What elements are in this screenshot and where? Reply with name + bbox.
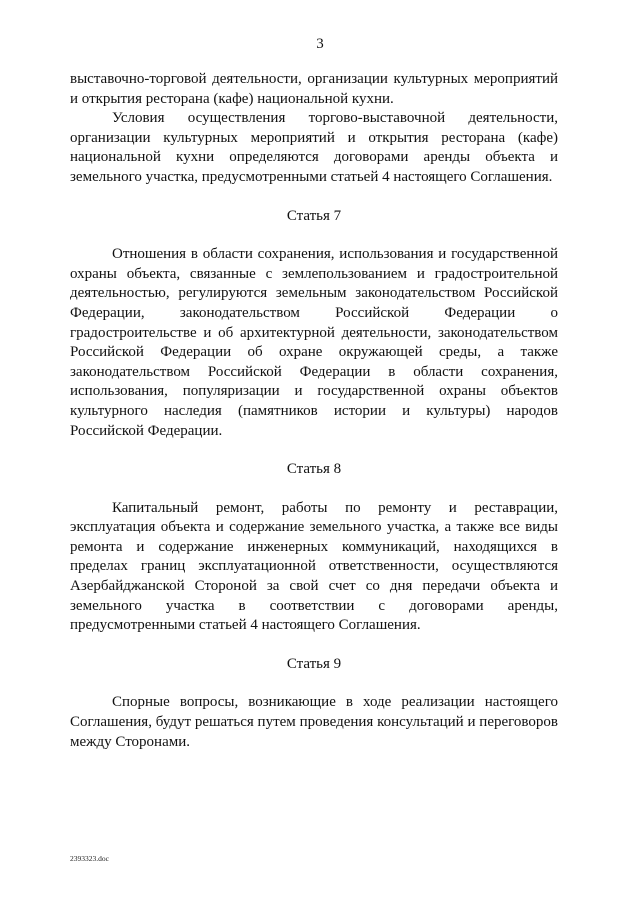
article-9-heading: Статья 9	[286, 655, 342, 672]
article-8-heading: Статья 8	[286, 461, 342, 478]
page-number: 3	[316, 36, 324, 52]
intro-paragraph-continuation: выставочно-торговой деятельности, организации культурных мероприятий и открытия ресторана (кафе) национальной кухни.	[70, 71, 558, 107]
article-9-text: Спорные вопросы, возникающие в ходе реализации настоящего Соглашения, будут решаться путем проведения консультаций и переговоров между Сторонами.	[70, 694, 558, 750]
article-8-text: Капитальный ремонт, работы по ремонту и реставрации, эксплуатация объекта и содержание земельного участка, а также все виды ремонта и содержание инженерных коммуникаций, находящихся в пределах границ эксплуатационной ответственности, осуществляются Азербайджанской Стороной за свой счет со дня передачи объекта и земельного участка в соответствии с договорами аренды, предусмотренными статьей 4 настоящего Соглашения.	[70, 499, 558, 634]
article-7-text: Отношения в области сохранения, использования и государственной охраны объекта, связанные с землепользованием и градостроительной деятельностью, регулируются земельным законодательством Российской Федерации, законодательством Российской Федерации о градостроительстве и об архитектурной деятельности, законодательством Российской Федерации об охране окружающей среды, а также законодательством Российской Федерации в области сохранения, использования, популяризации и государственной охраны объектов культурного наследия (памятников истории и культуры) народов Российской Федерации.	[70, 246, 558, 439]
article-7-heading: Статья 7	[286, 207, 342, 224]
document-body	[70, 70, 558, 752]
intro-paragraph-conditions: Условия осуществления торгово-выставочной деятельности, организации культурных мероприятий и открытия ресторана (кафе) национальной кухни определяются договорами аренды объекта и земельного участка, предусмотренными статьей 4 настоящего Соглашения.	[70, 110, 558, 185]
document-file-code: 2393323.doc	[70, 854, 109, 863]
